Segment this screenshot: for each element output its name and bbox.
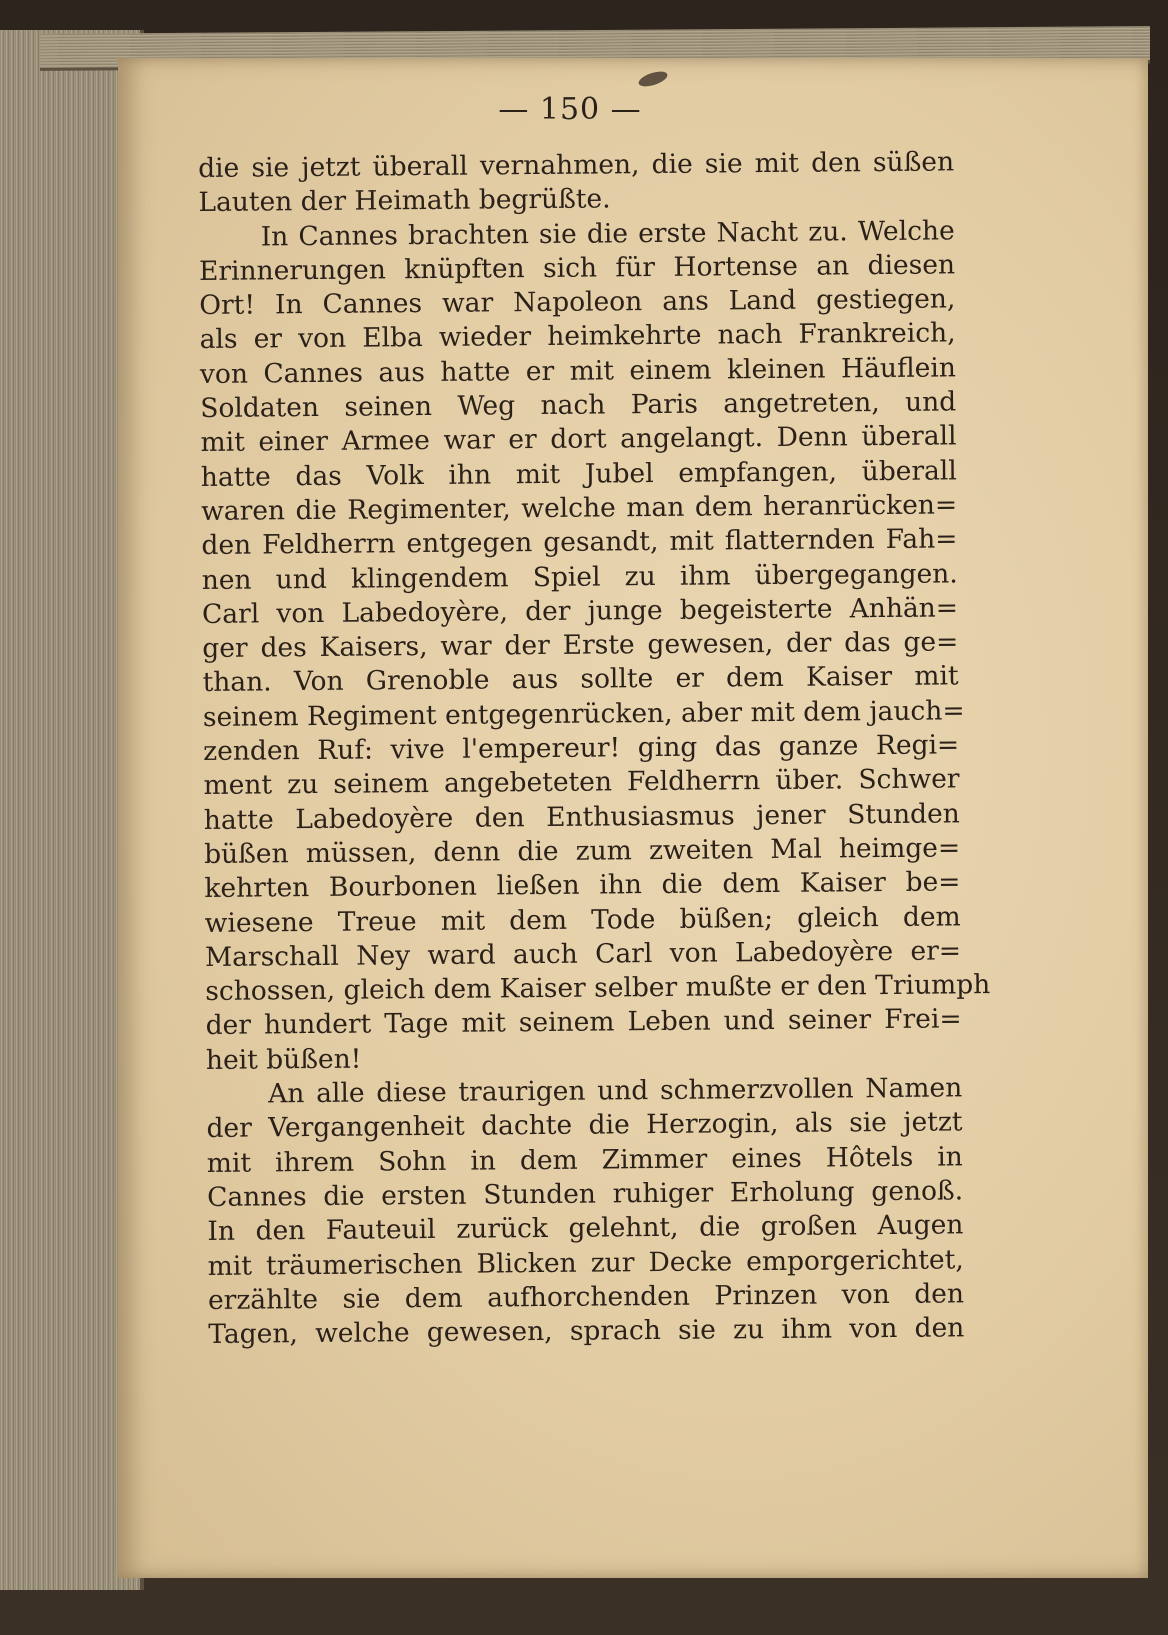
- text-line: Erinnerungen knüpften sich für Hortense an diesen: [198, 249, 956, 287]
- text-line: der Vergangenheit dachte die Herzogin, als sie jetzt: [206, 1106, 963, 1145]
- text-line: die sie jetzt überall vernahmen, die sie mit den süßen: [198, 146, 955, 184]
- body-text: [198, 145, 991, 1352]
- text-line: Tagen, welche gewesen, sprach sie zu ihm von den: [208, 1312, 965, 1351]
- text-line: kehrten Bourbonen ließen ihn die dem Kaiser be=: [204, 866, 961, 905]
- text-line: wiesene Treue mit dem Tode büßen; gleich dem: [204, 900, 961, 939]
- text-line: ment zu seinem angebeteten Feldherrn über. Schwer: [203, 763, 960, 802]
- text-line: mit träumerischen Blicken zur Decke emporgerichtet,: [207, 1243, 964, 1282]
- text-line: nen und klingendem Spiel zu ihm übergegangen.: [201, 557, 958, 596]
- ink-spot: [637, 69, 669, 90]
- text-line: Lauten der Heimath begrüßte.: [198, 183, 611, 219]
- text-line: den Feldherrn entgegen gesandt, mit flatternden Fah=: [201, 523, 958, 562]
- text-line: hatte Labedoyère den Enthusiasmus jener Stunden: [203, 798, 960, 836]
- text-line: erzählte sie dem aufhorchenden Prinzen von den: [207, 1278, 965, 1316]
- text-line: waren die Regimenter, welche man dem heranrücken=: [201, 489, 958, 527]
- text-line: als er von Elba wieder heimkehrte nach Frankreich,: [199, 317, 956, 356]
- text-line: than. Von Grenoble aus sollte er dem Kaiser mit: [202, 660, 959, 699]
- text-line: hatte das Volk ihn mit Jubel empfangen, überall: [200, 455, 957, 493]
- text-line: Cannes die ersten Stunden ruhiger Erholung genoß.: [206, 1175, 964, 1213]
- text-line: In Cannes brachten sie die erste Nacht zu. Welche: [260, 214, 955, 253]
- text-line: mit einer Armee war er dort angelangt. Denn überall: [200, 420, 957, 459]
- text-line: Soldaten seinen Weg nach Paris angetreten, und: [200, 386, 957, 425]
- text-line: Marschall Ney ward auch Carl von Labedoyère er=: [204, 935, 962, 973]
- text-line: von Cannes aus hatte er mit einem kleinen Häuflein: [199, 352, 957, 390]
- text-line: büßen müssen, denn die zum zweiten Mal heimge=: [203, 832, 961, 870]
- text-line: In den Fauteuil zurück gelehnt, die großen Augen: [207, 1209, 964, 1248]
- text-line: seinem Regiment entgegenrücken, aber mit dem jauch=: [202, 695, 965, 733]
- text-line: der hundert Tage mit seinem Leben und seiner Frei=: [205, 1003, 962, 1042]
- text-line: mit ihrem Sohn in dem Zimmer eines Hôtels in: [206, 1140, 963, 1179]
- text-line: zenden Ruf: vive l'empereur! ging das ganze Regi=: [203, 729, 960, 768]
- text-line: Ort! In Cannes war Napoleon ans Land gestiegen,: [199, 283, 956, 322]
- text-line: heit büßen!: [205, 1043, 362, 1076]
- text-line: An alle diese traurigen und schmerzvollen Namen: [268, 1072, 963, 1110]
- text-line: schossen, gleich dem Kaiser selber mußte er den Triumph: [205, 969, 991, 1008]
- text-line: ger des Kaisers, war der Erste gewesen, der das ge=: [202, 626, 959, 665]
- text-line: Carl von Labedoyère, der junge begeisterte Anhän=: [201, 592, 959, 630]
- page-number: — 150 —: [498, 92, 642, 127]
